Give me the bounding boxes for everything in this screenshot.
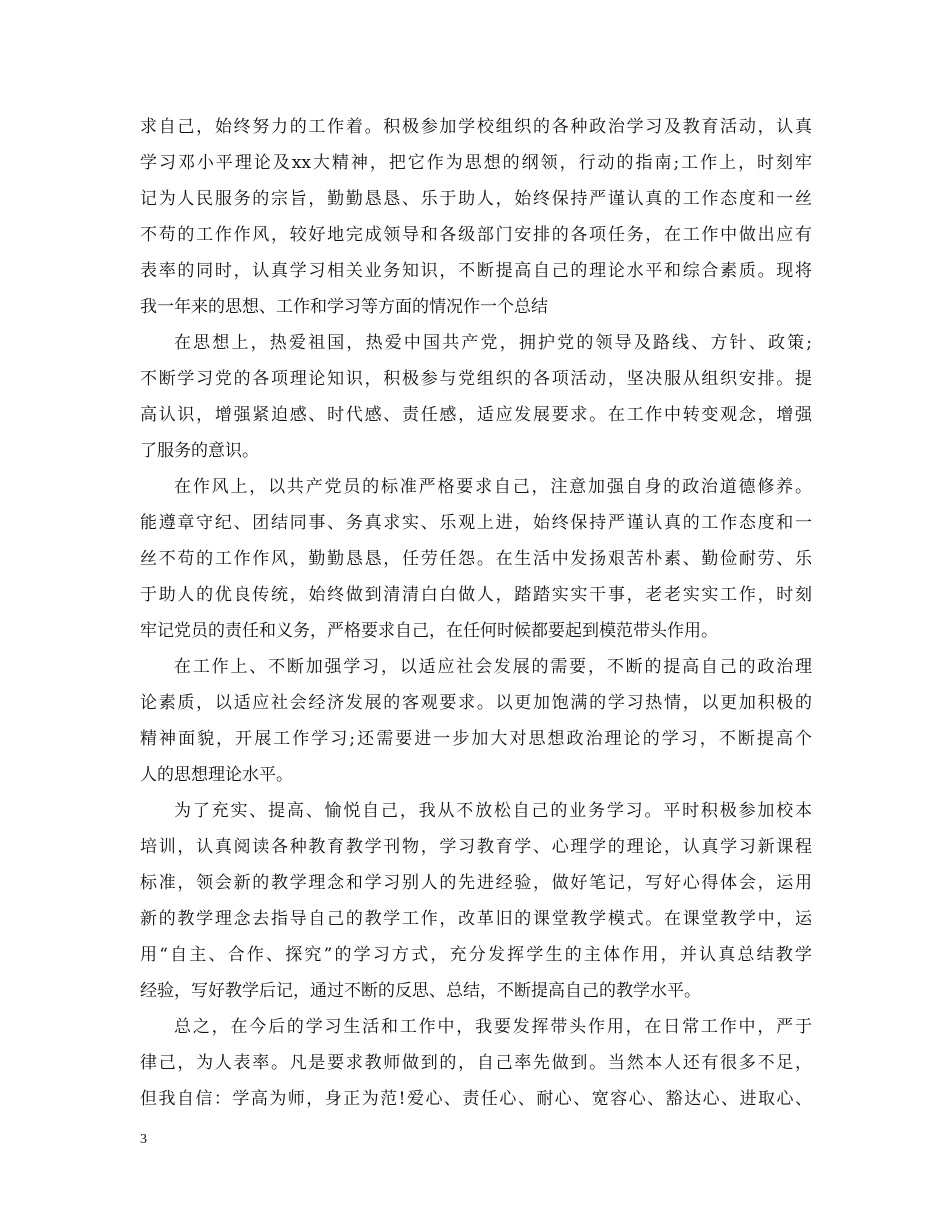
- text-line: 求自己，始终努力的工作着。积极参加学校组织的各种政治学习及教育活动，认真: [140, 117, 812, 137]
- text-line: 不苟的工作作风，较好地完成领导和各级部门安排的各项任务，在工作中做出应有: [140, 225, 812, 245]
- text-line: 经验，写好教学后记，通过不断的反思、总结，不断提高自己的教学水平。: [140, 981, 701, 1001]
- page-number: 3: [140, 1132, 147, 1147]
- text-line: 精神面貌，开展工作学习;还需要进一步加大对思想政治理论的学习，不断提高个: [140, 729, 812, 749]
- text-line: 不断学习党的各项理论知识，积极参与党组织的各项活动，坚决服从组织安排。提: [140, 369, 812, 389]
- text-line: 律己，为人表率。凡是要求教师做到的，自己率先做到。当然本人还有很多不足，: [140, 1053, 812, 1073]
- text-line: 人的思想理论水平。: [140, 765, 293, 785]
- text-line: 能遵章守纪、团结同事、务真求实、乐观上进，始终保持严谨认真的工作态度和一: [140, 513, 812, 533]
- text-line: 总之，在今后的学习生活和工作中，我要发挥带头作用，在日常工作中，严于: [174, 1017, 812, 1037]
- text-line: 但我自信：学高为师，身正为范!爱心、责任心、耐心、宽容心、豁达心、进取心、: [140, 1089, 812, 1109]
- text-line: 标准，领会新的教学理念和学习别人的先进经验，做好笔记，写好心得体会，运用: [140, 873, 812, 893]
- text-line: 表率的同时，认真学习相关业务知识，不断提高自己的理论水平和综合素质。现将: [140, 261, 812, 281]
- text-line: 用“自主、合作、探究”的学习方式，充分发挥学生的主体作用，并认真总结教学: [140, 945, 812, 965]
- text-line: 我一年来的思想、工作和学习等方面的情况作一个总结: [140, 297, 548, 317]
- text-line: 高认识，增强紧迫感、时代感、责任感，适应发展要求。在工作中转变观念，增强: [140, 405, 812, 425]
- text-line: 了服务的意识。: [140, 441, 259, 461]
- text-line: 为了充实、提高、愉悦自己，我从不放松自己的业务学习。平时积极参加校本: [174, 801, 812, 821]
- text-line: 论素质，以适应社会经济发展的客观要求。以更加饱满的学习热情，以更加积极的: [140, 693, 812, 713]
- text-line: 在思想上，热爱祖国，热爱中国共产党，拥护党的领导及路线、方针、政策;: [174, 333, 812, 353]
- text-line: 在工作上、不断加强学习，以适应社会发展的需要，不断的提高自己的政治理: [174, 657, 812, 677]
- text-line: 在作风上，以共产党员的标准严格要求自己，注意加强自身的政治道德修养。: [174, 477, 812, 497]
- text-line: 学习邓小平理论及xx大精神，把它作为思想的纲领，行动的指南;工作上，时刻牢: [140, 153, 812, 173]
- text-line: 新的教学理念去指导自己的教学工作，改革旧的课堂教学模式。在课堂教学中，运: [140, 909, 812, 929]
- text-line: 记为人民服务的宗旨，勤勤恳恳、乐于助人，始终保持严谨认真的工作态度和一丝: [140, 189, 812, 209]
- text-line: 丝不苟的工作作风，勤勤恳恳，任劳任怨。在生活中发扬艰苦朴素、勤俭耐劳、乐: [140, 549, 812, 569]
- document-body: [140, 109, 812, 1117]
- text-line: 于助人的优良传统，始终做到清清白白做人，踏踏实实干事，老老实实工作，时刻: [140, 585, 812, 605]
- text-line: 牢记党员的责任和义务，严格要求自己，在任何时候都要起到模范带头作用。: [140, 621, 718, 641]
- text-line: 培训，认真阅读各种教育教学刊物，学习教育学、心理学的理论，认真学习新课程: [140, 837, 812, 857]
